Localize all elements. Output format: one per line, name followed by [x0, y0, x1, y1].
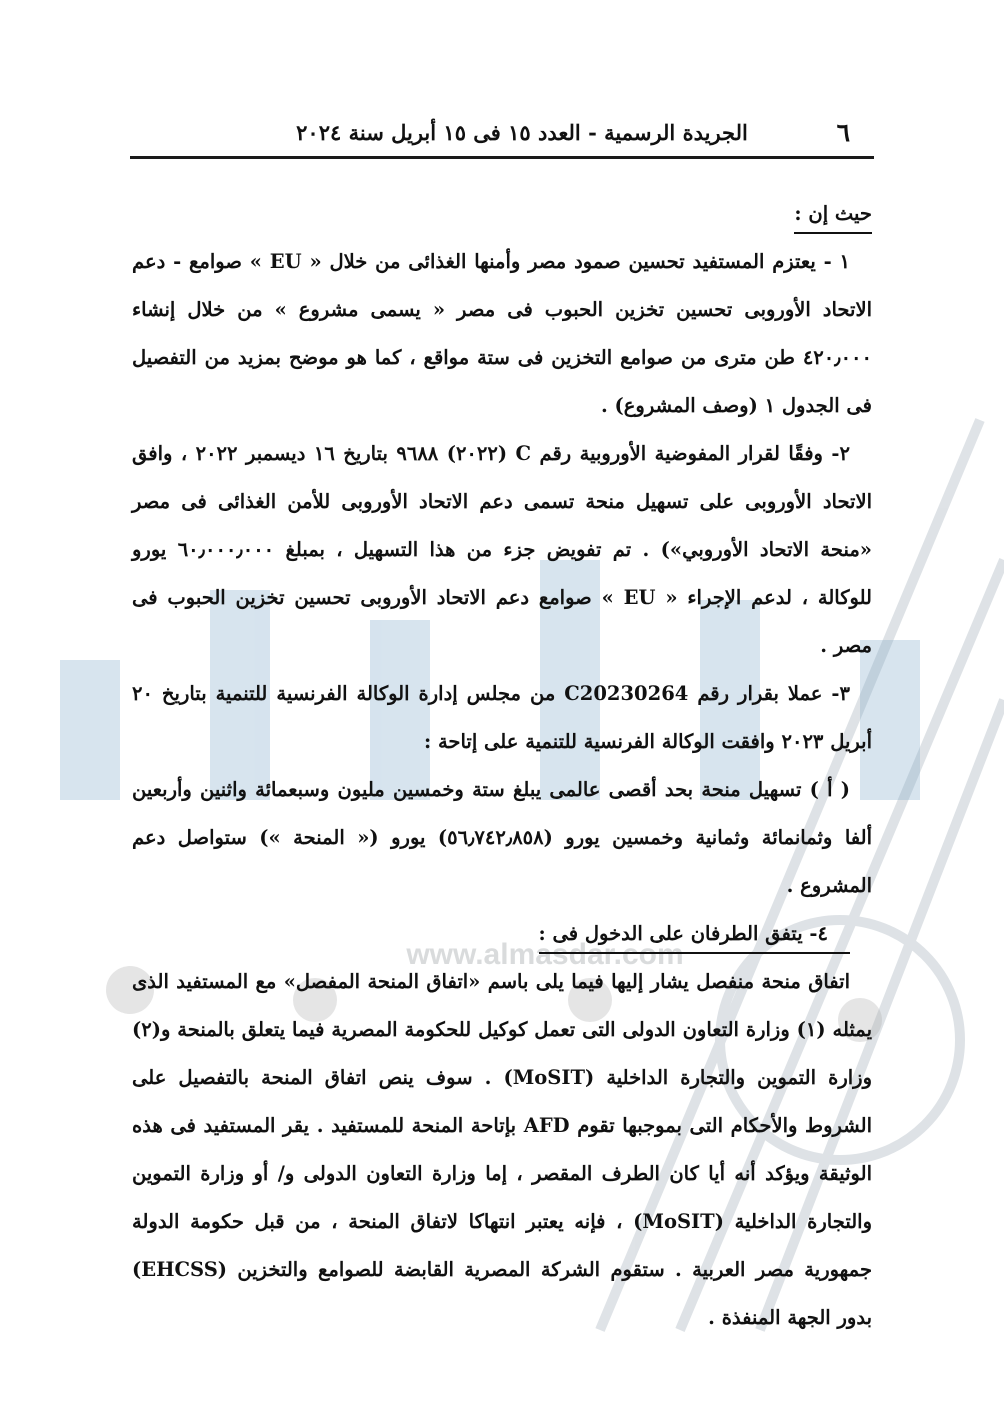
clause-4: اتفاق منحة منفصل يشار إليها فيما يلى باسم «اتفاق المنحة المفصل» مع المستفيد الذى يمثله (١) وزارة التعاون الدولى التى تعمل كوكيل للحكومة المصرية فيما يتعلق بالمنحة و(٢) وزارة التموين والتجارة الداخلية (MoSIT) . سوف ينص اتفاق المنحة بالتفصيل على الشروط والأحكام التى بموجبها تقوم AFD بإتاحة المنحة للمستفيد . يقر المستفيد فى هذه الوثيقة ويؤكد أنه أيا كان الطرف المقصر ، إما وزارة التعاون الدولى و/ أو وزارة التموين والتجارة الداخلية (MoSIT) ، فإنه يعتبر انتهاكا لاتفاق المنحة ، من قبل حكومة الدولة جمهورية مصر العربية . ستقوم الشركة المصرية القابضة للصوامع والتخزين (EHCSS) بدور الجهة المنفذة .	[132, 970, 873, 1329]
gazette-title: الجريدة الرسمية - العدد ١٥ فى ١٥ أبريل سنة ٢٠٢٤	[296, 120, 748, 145]
clause-1: ١ - يعتزم المستفيد تحسين صمود مصر وأمنها الغذائى من خلال « EU » صوامع - دعم الاتحاد الأوروبى تحسين تخزين الحبوب فى مصر « يسمى مشروع » من خلال إنشاء ٤٢٠٫٠٠٠ طن مترى من صوامع التخزين فى ستة مواقع ، كما هو موضح بمزيد من التفصيل فى الجدول ١ (وصف المشروع) .	[132, 250, 872, 417]
intro-heading: حيث إن :	[794, 196, 872, 234]
page-number: ٦	[836, 118, 850, 147]
watermark-url: www.almasdar.com	[406, 938, 684, 971]
gazette-header	[130, 112, 874, 159]
clause-3a: ( أ ) تسهيل منحة بحد أقصى عالمى يبلغ ستة وخمسين مليون وسبعمائة واثنين وأربعين ألفا وثمانمائة وثمانية وخمسين يورو (٥٦٫٧٤٢٫٨٥٨) يورو (« المنحة ») ستواصل دعم المشروع .	[132, 778, 872, 897]
clause-2: ٢- وفقًا لقرار المفوضية الأوروبية رقم C (٢٠٢٢) ٩٦٨٨ بتاريخ ١٦ ديسمبر ٢٠٢٢ ، وافق الاتحاد الأوروبى على تسهيل منحة تسمى دعم الاتحاد الأوروبى للأمن الغذائى فى مصر «منحة الاتحاد الأوروبي») . تم تفويض جزء من هذا التسهيل ، بمبلغ ٦٠٫٠٠٠٫٠٠٠ يورو للوكالة ، لدعم الإجراء « EU » صوامع دعم الاتحاد الأوروبى تحسين تخزين الحبوب فى مصر .	[132, 442, 872, 657]
clause-4-heading: ٤- يتفق الطرفان على الدخول فى :	[539, 916, 850, 954]
clause-3: ٣- عملا بقرار رقم C20230264 من مجلس إدارة الوكالة الفرنسية للتنمية بتاريخ ٢٠ أبريل ٢٠٢٣ وافقت الوكالة الفرنسية للتنمية على إتاحة :	[132, 682, 872, 753]
document-body	[132, 190, 872, 1418]
